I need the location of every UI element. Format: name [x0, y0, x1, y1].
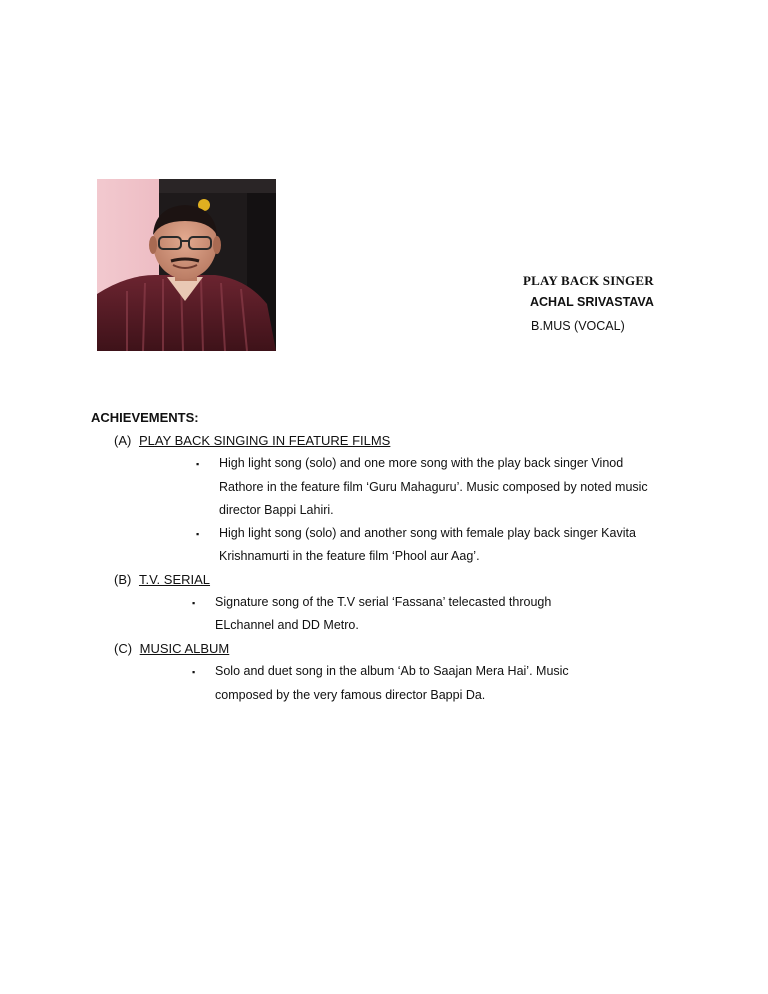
- achievements-heading: ACHIEVEMENTS:: [91, 410, 199, 425]
- list-item-line: Signature song of the T.V serial ‘Fassana’ telecasted through: [215, 595, 552, 609]
- list-item-line: Krishnamurti in the feature film ‘Phool aur Aag’.: [219, 549, 480, 563]
- profile-photo: [97, 179, 276, 351]
- list-item-line: director Bappi Lahiri.: [219, 503, 334, 517]
- list-item-line: composed by the very famous director Bappi Da.: [215, 688, 486, 702]
- list-item-line: ELchannel and DD Metro.: [215, 618, 359, 632]
- bullet-icon: ▪: [192, 598, 196, 608]
- list-item-line: High light song (solo) and another song with female play back singer Kavita: [219, 526, 636, 540]
- section-title: PLAY BACK SINGING IN FEATURE FILMS: [138, 433, 391, 448]
- person-name: ACHAL SRIVASTAVA: [530, 295, 654, 309]
- bullet-icon: ▪: [196, 529, 200, 539]
- list-item-line: Solo and duet song in the album ‘Ab to Saajan Mera Hai’. Music: [215, 664, 569, 678]
- section-a-heading: [114, 433, 390, 448]
- bullet-icon: ▪: [196, 459, 200, 469]
- section-marker: (A): [114, 433, 132, 448]
- list-item-line: High light song (solo) and one more song with the play back singer Vinod: [219, 456, 624, 470]
- section-b-heading: [114, 572, 210, 587]
- section-c-heading: [114, 641, 229, 656]
- section-title: T.V. SERIAL: [138, 572, 211, 587]
- qualification: B.MUS (VOCAL): [531, 319, 625, 333]
- bullet-icon: ▪: [192, 667, 196, 677]
- role-title: PLAY BACK SINGER: [523, 273, 654, 288]
- list-item-line: Rathore in the feature film ‘Guru Mahaguru’. Music composed by noted music: [219, 480, 648, 494]
- section-title: MUSIC ALBUM: [139, 641, 230, 656]
- section-marker: (B): [114, 572, 132, 587]
- section-marker: (C): [114, 641, 133, 656]
